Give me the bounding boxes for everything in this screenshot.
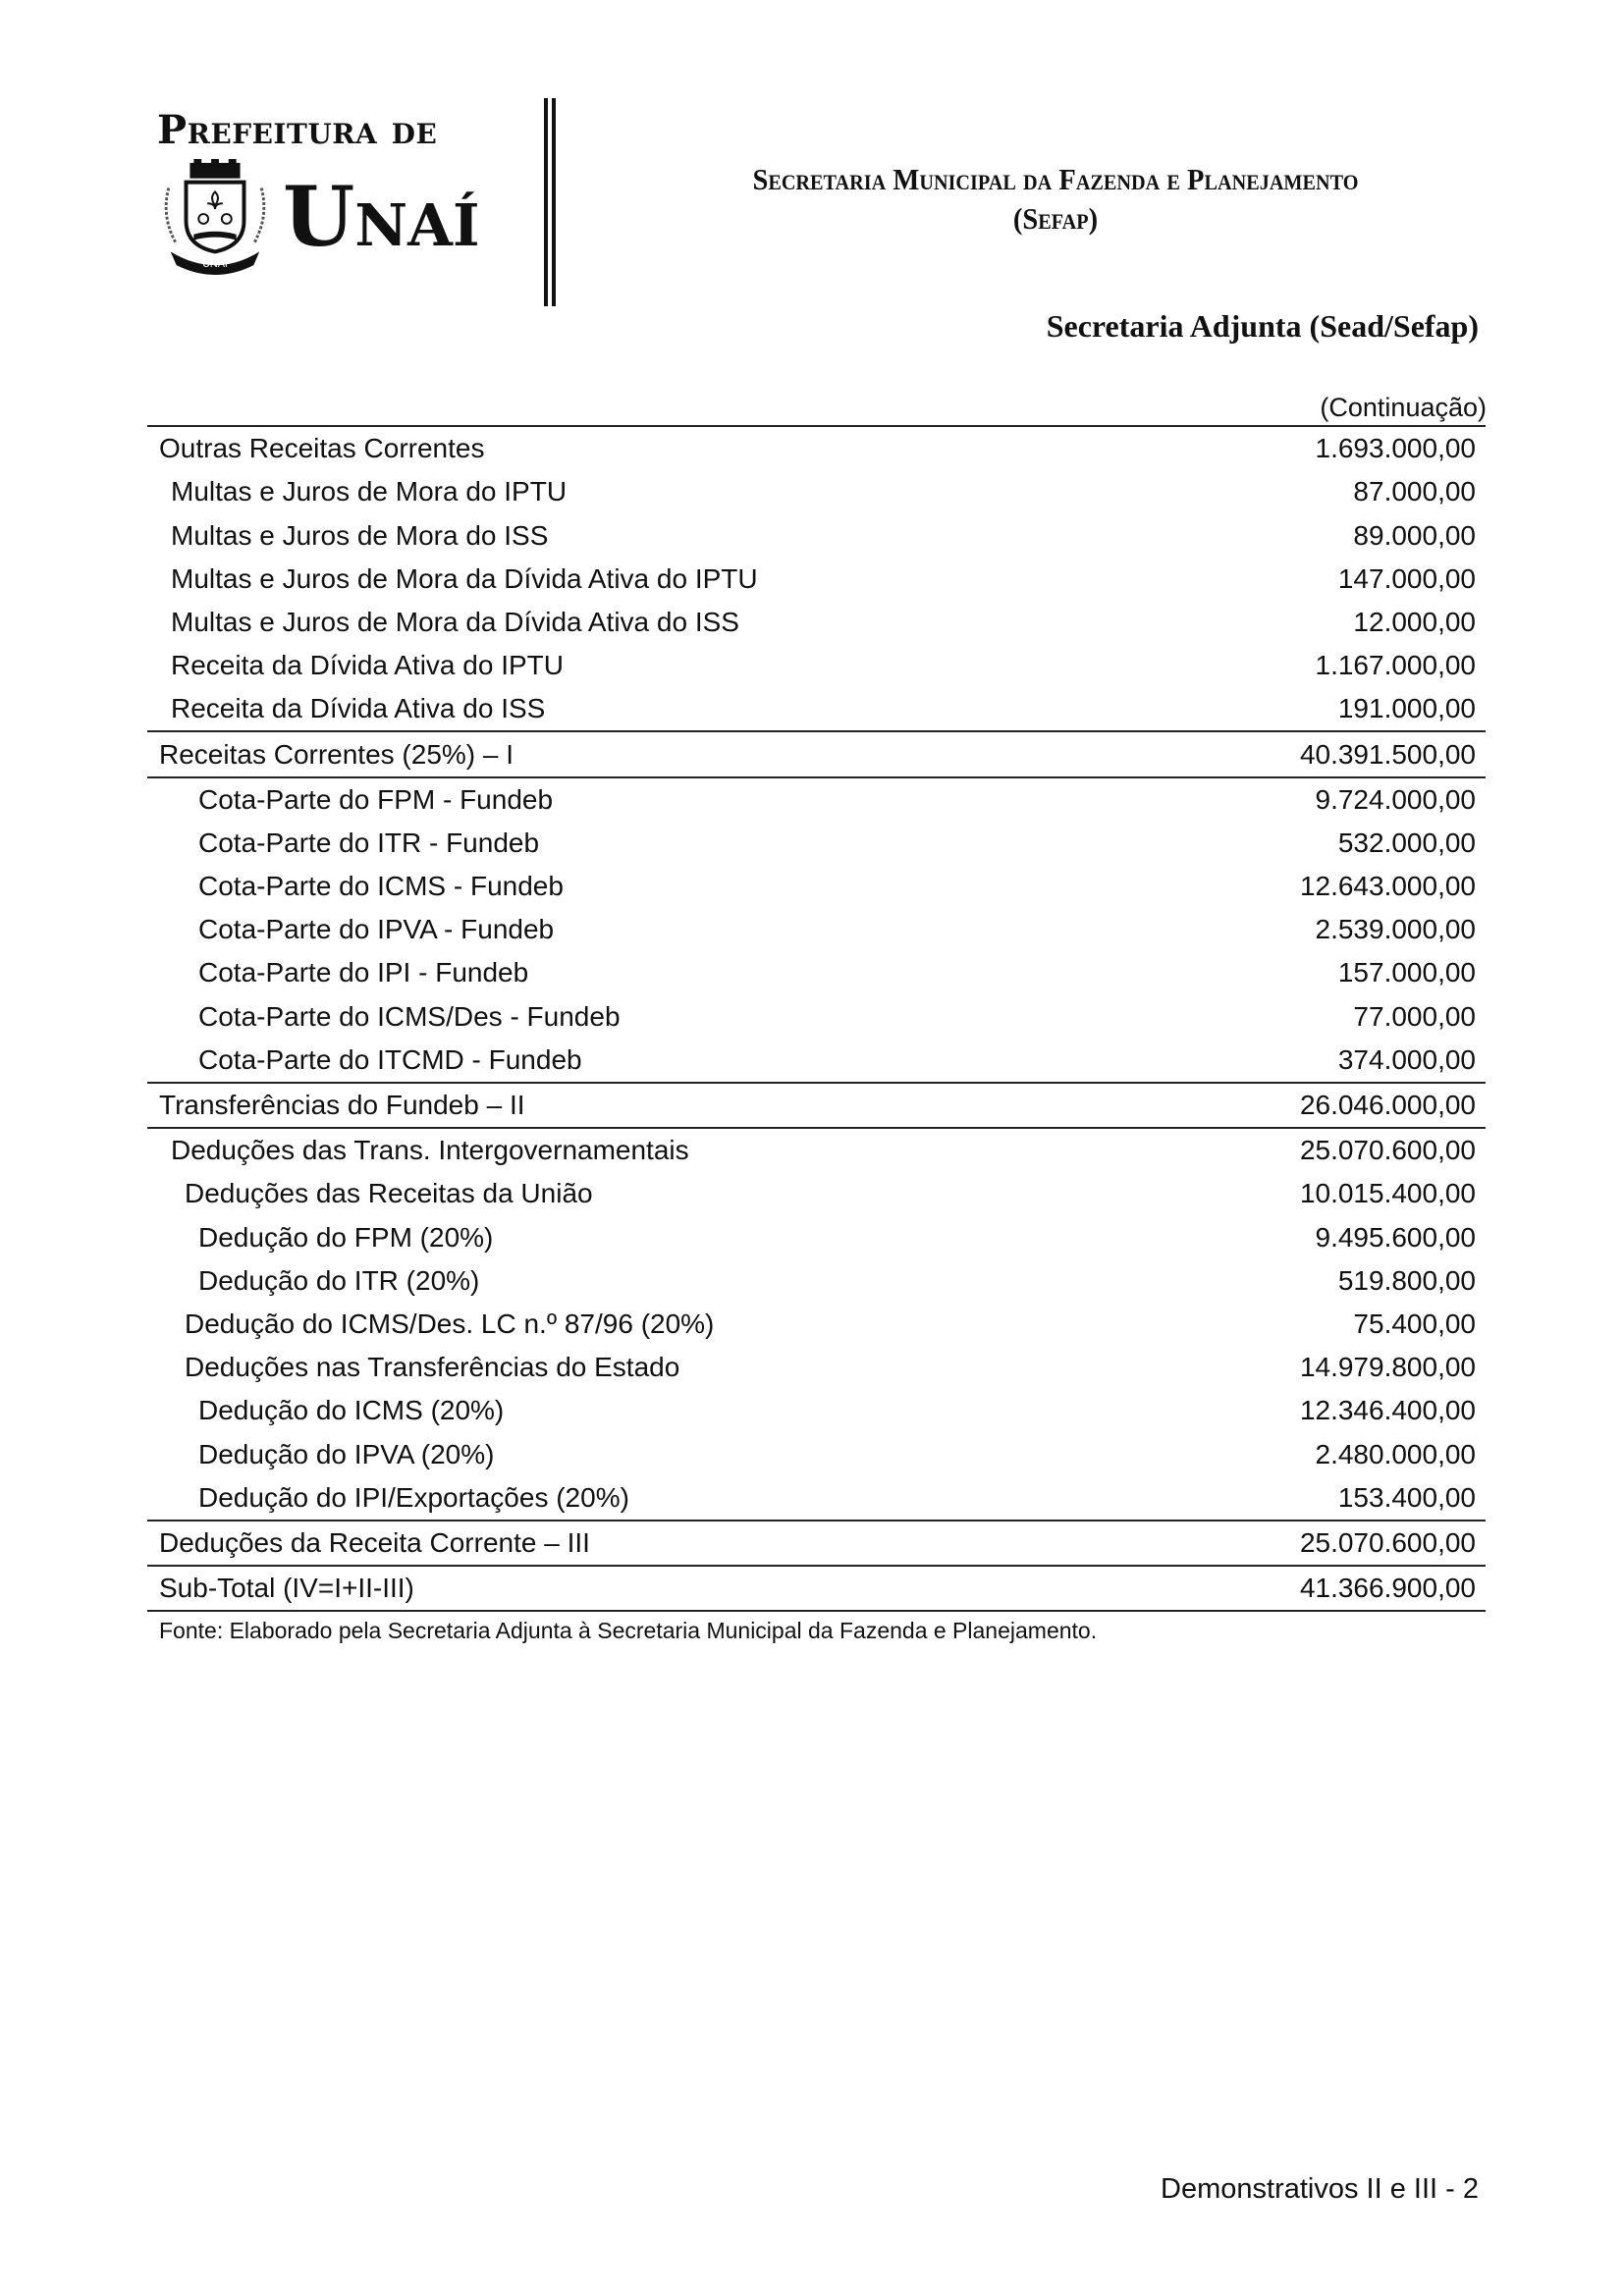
- row-value: 40.391.500,00: [1299, 738, 1476, 770]
- secretaria-adjunta: Secretaria Adjunta (Sead/Sefap): [1046, 308, 1479, 344]
- row-label: Dedução do ITR (20%): [198, 1264, 480, 1296]
- row-value: 532.000,00: [1337, 827, 1476, 858]
- continuation-label: (Continuação): [1320, 393, 1487, 422]
- table-row: [147, 513, 1486, 557]
- row-value: 1.693.000,00: [1315, 433, 1476, 464]
- row-value: 87.000,00: [1353, 476, 1476, 507]
- table-total-row: [147, 1567, 1486, 1612]
- row-value: 10.015.400,00: [1299, 1178, 1476, 1209]
- table-row: [147, 470, 1486, 513]
- row-label: Receitas Correntes (25%) – I: [159, 738, 514, 770]
- row-label: Cota-Parte do ICMS/Des - Fundeb: [198, 1000, 621, 1032]
- row-value: 77.000,00: [1353, 1000, 1476, 1032]
- table-total-row: [147, 1084, 1486, 1129]
- row-value: 374.000,00: [1337, 1043, 1476, 1075]
- secretaria-title: [663, 160, 1448, 239]
- table-row: [147, 1303, 1486, 1346]
- table-row: [147, 1039, 1486, 1084]
- table-row: [147, 865, 1486, 908]
- table-row: [147, 644, 1486, 687]
- table-row: [147, 601, 1486, 644]
- row-value: 2.480.000,00: [1315, 1438, 1476, 1469]
- row-value: 157.000,00: [1337, 957, 1476, 988]
- page-footer: Demonstrativos II e III - 2: [1161, 2173, 1479, 2205]
- row-value: 14.979.800,00: [1299, 1352, 1476, 1383]
- row-value: 147.000,00: [1337, 562, 1476, 594]
- crest-banner-text: UNAÍ: [202, 258, 228, 271]
- table-row: [147, 1172, 1486, 1215]
- row-value: 25.070.600,00: [1299, 1526, 1476, 1558]
- row-label: Dedução do ICMS/Des. LC n.º 87/96 (20%): [185, 1308, 715, 1339]
- unai-title: Unaí: [283, 168, 480, 265]
- row-value: 26.046.000,00: [1299, 1090, 1476, 1120]
- table-row: [147, 1476, 1486, 1522]
- secretaria-name: Secretaria Municipal da Fazenda e Planejamento: [752, 162, 1359, 196]
- row-value: 12.346.400,00: [1299, 1395, 1476, 1426]
- row-label: Receita da Dívida Ativa do ISS: [171, 693, 546, 724]
- revenue-table: [147, 425, 1486, 1644]
- header-divider: [544, 98, 548, 306]
- row-label: Multas e Juros de Mora do ISS: [171, 519, 549, 551]
- table-total-row: [147, 1522, 1486, 1567]
- row-label: Multas e Juros de Mora do IPTU: [171, 476, 568, 507]
- row-value: 519.800,00: [1337, 1264, 1476, 1296]
- row-label: Multas e Juros de Mora da Dívida Ativa do IPTU: [171, 562, 758, 594]
- row-value: 41.366.900,00: [1299, 1573, 1476, 1604]
- row-value: 89.000,00: [1353, 519, 1476, 551]
- table-row: [147, 1346, 1486, 1389]
- row-value: 1.167.000,00: [1315, 650, 1476, 681]
- row-label: Cota-Parte do FPM - Fundeb: [198, 783, 554, 815]
- header-divider: [552, 98, 556, 306]
- row-label: Dedução do FPM (20%): [198, 1221, 494, 1253]
- row-label: Multas e Juros de Mora da Dívida Ativa do ISS: [171, 606, 739, 637]
- table-row: [147, 951, 1486, 994]
- source-note: Fonte: Elaborado pela Secretaria Adjunta à Secretaria Municipal da Fazenda e Planejamento.: [159, 1618, 1098, 1644]
- prefeitura-title: Prefeitura de: [157, 107, 438, 153]
- row-label: Cota-Parte do ITCMD - Fundeb: [198, 1043, 582, 1075]
- coat-of-arms-icon: [157, 159, 273, 275]
- table-row: [147, 687, 1486, 732]
- row-label: Dedução do IPI/Exportações (20%): [198, 1481, 629, 1513]
- row-value: 9.724.000,00: [1315, 783, 1476, 815]
- row-value: 12.000,00: [1353, 606, 1476, 637]
- row-value: 2.539.000,00: [1315, 914, 1476, 945]
- table-row: [147, 1129, 1486, 1172]
- table-total-row: [147, 732, 1486, 777]
- secretaria-abbrev: (Sefap): [1012, 201, 1099, 236]
- row-label: Receita da Dívida Ativa do IPTU: [171, 650, 564, 681]
- table-row: [147, 1215, 1486, 1258]
- table-row: [147, 822, 1486, 865]
- table-row: [147, 1259, 1486, 1303]
- row-label: Sub-Total (IV=I+II-III): [159, 1573, 414, 1604]
- row-value: 9.495.600,00: [1315, 1221, 1476, 1253]
- row-label: Deduções das Trans. Intergovernamentais: [171, 1135, 689, 1166]
- table-row: [147, 427, 1486, 470]
- row-value: 153.400,00: [1337, 1481, 1476, 1513]
- row-label: Cota-Parte do ICMS - Fundeb: [198, 871, 564, 902]
- table-row: [147, 1432, 1486, 1475]
- row-label: Cota-Parte do ITR - Fundeb: [198, 827, 540, 858]
- row-value: 12.643.000,00: [1299, 871, 1476, 902]
- table-row: [147, 558, 1486, 601]
- table-row: [147, 1389, 1486, 1432]
- row-label: Deduções da Receita Corrente – III: [159, 1526, 590, 1558]
- row-label: Deduções das Receitas da União: [185, 1178, 593, 1209]
- table-row: [147, 994, 1486, 1038]
- row-value: 25.070.600,00: [1299, 1135, 1476, 1166]
- table-row: [147, 908, 1486, 951]
- row-label: Dedução do IPVA (20%): [198, 1438, 495, 1469]
- row-label: Outras Receitas Correntes: [159, 433, 485, 464]
- row-value: 75.400,00: [1353, 1308, 1476, 1339]
- row-label: Deduções nas Transferências do Estado: [185, 1352, 680, 1383]
- table-row: [147, 778, 1486, 822]
- municipality-logo: [157, 108, 511, 275]
- row-label: Cota-Parte do IPI - Fundeb: [198, 957, 529, 988]
- row-label: Transferências do Fundeb – II: [159, 1090, 525, 1120]
- row-value: 191.000,00: [1337, 693, 1476, 724]
- row-label: Cota-Parte do IPVA - Fundeb: [198, 914, 555, 945]
- row-label: Dedução do ICMS (20%): [198, 1395, 505, 1426]
